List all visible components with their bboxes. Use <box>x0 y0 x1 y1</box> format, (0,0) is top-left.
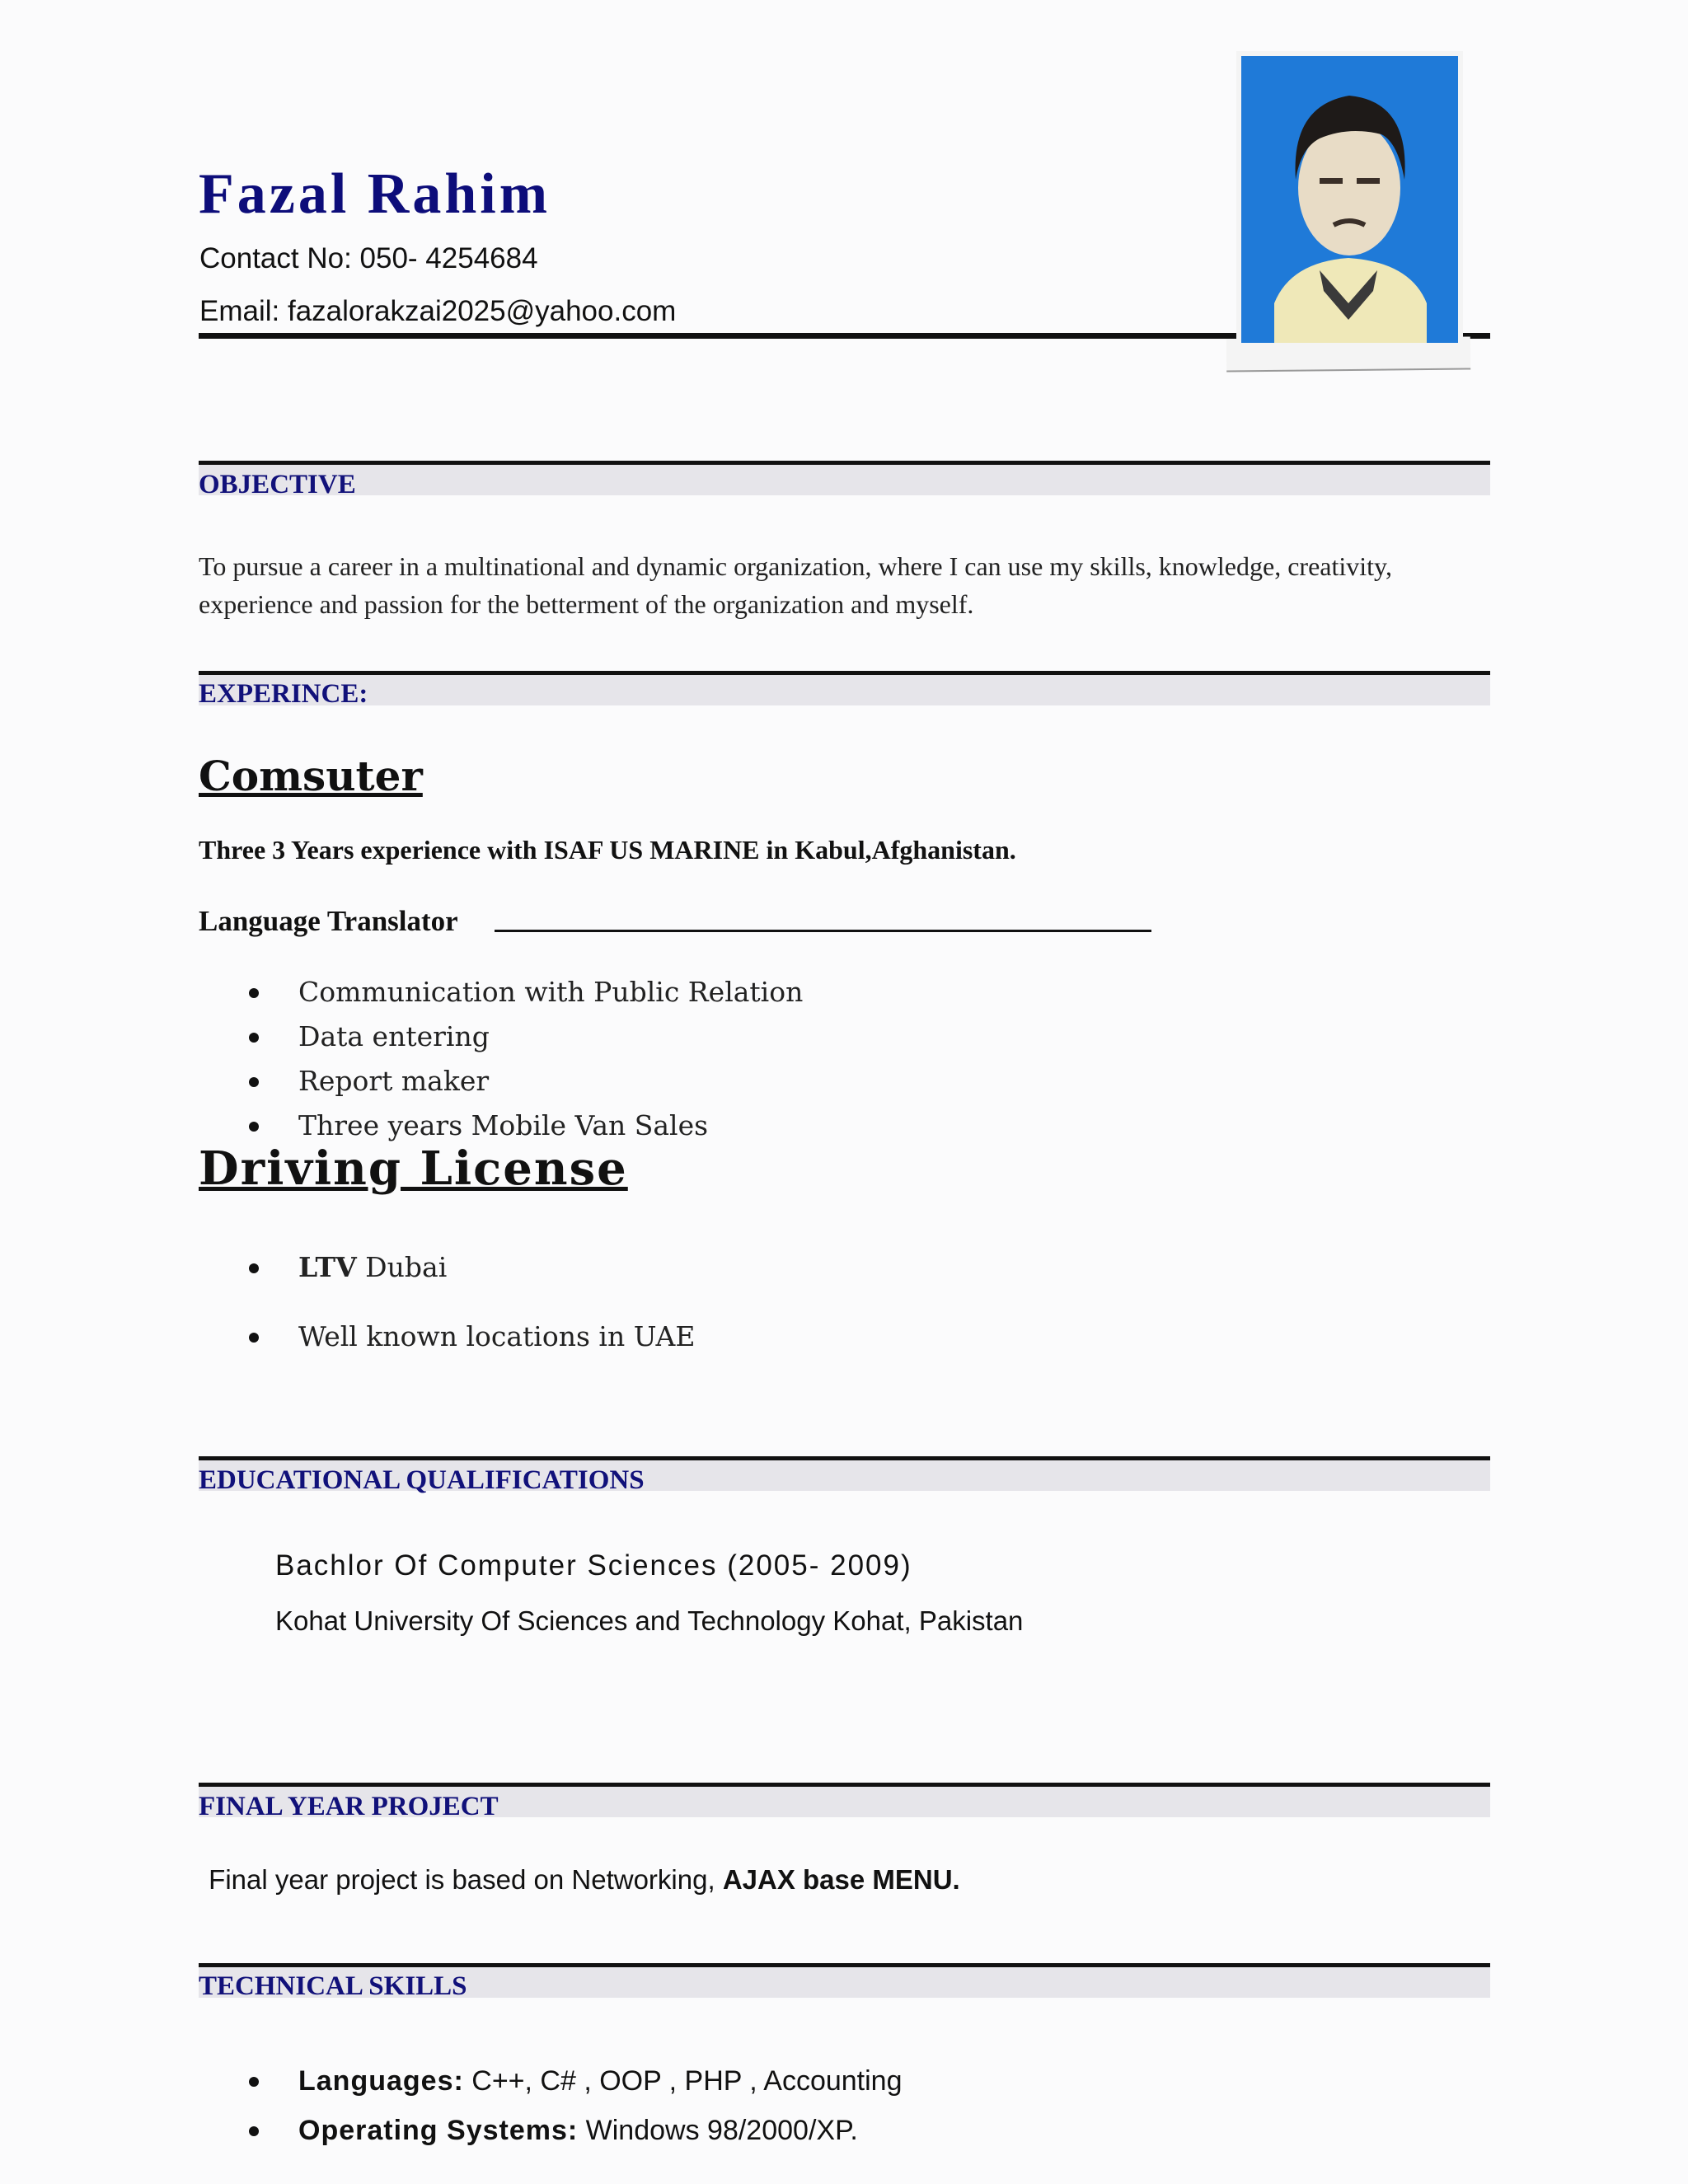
contact-number: Contact No: 050- 4254684 <box>199 242 538 274</box>
duty-item: Data entering <box>298 1020 490 1052</box>
project-highlight: AJAX base MENU. <box>722 1864 960 1895</box>
objective-title: OBJECTIVE <box>199 470 356 499</box>
skill-value: C++, C# , OOP , PHP , Accounting <box>463 2065 903 2097</box>
project-desc: Final year project is based on Networking, <box>201 1864 723 1895</box>
candidate-name: Fazal Rahim <box>199 162 551 226</box>
skill-item <box>298 2065 903 2097</box>
license-item <box>298 1251 447 1284</box>
school: Kohat University Of Sciences and Technology Kohat, Pakistan <box>275 1605 1024 1636</box>
bullet-icon <box>249 988 259 998</box>
project-text <box>201 1864 960 1896</box>
education-title: EDUCATIONAL QUALIFICATIONS <box>199 1465 645 1495</box>
experience-bar <box>199 671 1490 705</box>
bullet-icon <box>249 1263 259 1273</box>
skill-label: Operating Systems: <box>298 2115 579 2146</box>
duty-item: Communication with Public Relation <box>298 976 804 1008</box>
bullet-icon <box>249 1333 259 1343</box>
email-address: Email: fazalorakzai2025@yahoo.com <box>199 295 677 327</box>
bullet-icon <box>249 1122 259 1132</box>
company-name: Comsuter <box>199 752 423 800</box>
person-photo-icon <box>1241 56 1458 343</box>
project-title: FINAL YEAR PROJECT <box>199 1792 499 1821</box>
bullet-icon <box>249 1077 259 1087</box>
duty-item: Three years Mobile Van Sales <box>298 1109 709 1141</box>
license-bold: LTV <box>298 1251 357 1283</box>
experience-summary: Three 3 Years experience with ISAF US MARINE in Kabul,Afghanistan. <box>199 835 1016 865</box>
objective-bar <box>199 461 1490 495</box>
role-title <box>199 905 458 938</box>
degree: Bachlor Of Computer Sciences (2005- 2009) <box>275 1549 912 1582</box>
skill-value: Windows 98/2000/XP. <box>578 2115 858 2146</box>
license-text: Dubai <box>356 1251 448 1283</box>
bullet-icon <box>249 1033 259 1043</box>
role-underline <box>495 930 1151 932</box>
skill-label: Languages: <box>298 2065 464 2097</box>
duty-item: Report maker <box>298 1065 490 1097</box>
role-label: Language Translator <box>199 905 458 937</box>
skills-title: TECHNICAL SKILLS <box>199 1971 467 2001</box>
experience-title: EXPERINCE: <box>199 679 368 709</box>
license-item: Well known locations in UAE <box>298 1320 696 1352</box>
driving-license-title: Driving License <box>199 1141 628 1196</box>
person-photo <box>1236 51 1463 348</box>
objective-text: To pursue a career in a multinational and dynamic organization, where I can use my skills, knowledge, creativity, experience and passion for the betterment of the organization and myself. <box>199 551 1392 619</box>
skill-item <box>298 2115 858 2147</box>
bullet-icon <box>249 2126 259 2136</box>
bullet-icon <box>249 2077 259 2087</box>
